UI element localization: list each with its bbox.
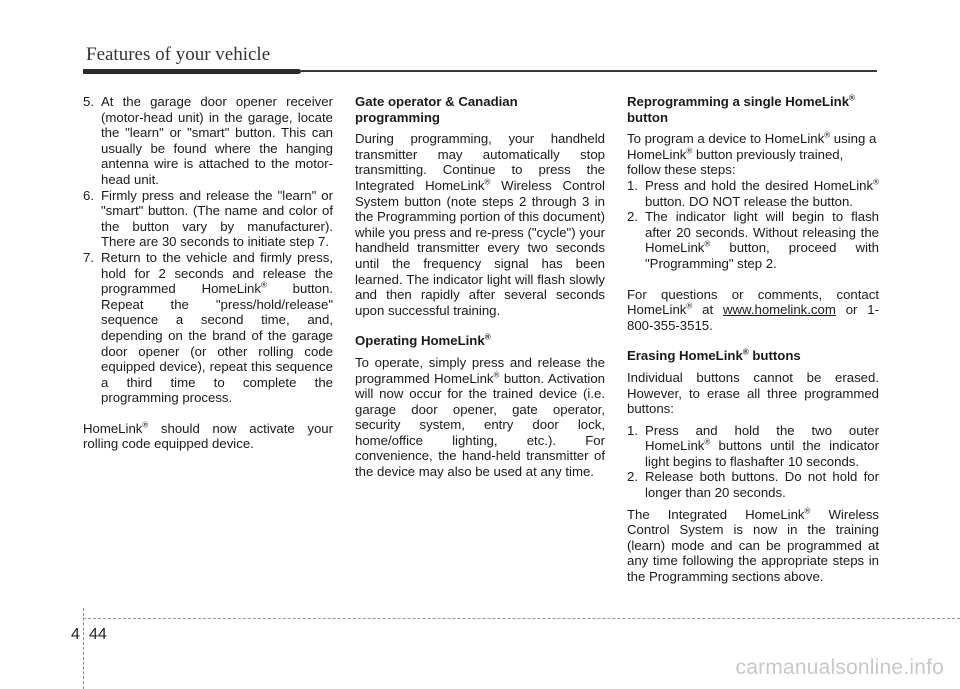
step-number: 5. [83,94,94,109]
step-6 [83,188,333,250]
erase-step-1 [627,423,879,470]
gate-operator-heading: Gate operator & Canadian programming [355,94,518,125]
step-number: 6. [83,187,94,203]
step-text: Press and hold the two outer HomeLink® buttons until the indicator light begins to flashafter 10 seconds. [645,422,879,469]
step-number: 2. [627,209,638,225]
step-text: The indicator light will begin to flash after 20 seconds. Without releasing the HomeLink® button, proceed with "Programming" step 2. [645,209,879,271]
section-number: 4 [71,626,80,643]
step-number: 1. [627,177,638,193]
footer-divider-horizontal [83,618,960,619]
column-1 [83,94,333,452]
erase-step-2 [627,469,879,500]
page-header-title: Features of your vehicle [86,44,271,65]
reprog-step-2 [627,209,879,271]
column-2 [355,94,605,480]
operating-heading: Operating HomeLink® [355,332,491,349]
step-5 [83,94,333,188]
reprogramming-intro: To program a device to HomeLink® using a HomeLink® button previously trained, follow these steps: [627,130,877,178]
header-rule-thick [83,69,301,74]
step-7 [83,250,333,406]
contact-paragraph: For questions or comments, contact HomeLink® at www.homelink.com or 1-800-355-3515. [627,286,879,333]
header-rule-thin [301,70,877,72]
gate-operator-paragraph: During programming, your handheld transmitter may automatically stop transmitting. Continue to press the Integrated HomeLink® Wireless Control System button (note steps 2 through 3 in the Programming portion of this document) while you press and re-press ("cycle") your handheld transmitter every two seconds until the frequency signal has been learned. The indicator light will flash slowly and then rapidly after several seconds upon successful training. [355,131,605,318]
activation-paragraph: HomeLink® should now activate your rolling code equipped device. [83,420,333,452]
training-mode-paragraph: The Integrated HomeLink® Wireless Control System is now in the training (learn) mode and can be programmed at any time following the appropriate steps in the Programming sections above. [627,506,880,585]
homelink-website-link[interactable]: www.homelink.com [722,302,836,318]
step-text: Firmly press and release the "learn" or "smart" button. (The name and color of the button vary by manufacturer). There are 30 seconds to initiate step 7. [101,187,333,250]
watermark: carmanualsonline.info [735,656,944,679]
page-number: 44 [89,626,107,643]
operating-paragraph: To operate, simply press and release the programmed HomeLink® button. Activation will now occur for the trained device (i.e. garage door opener, gate operator, security system, entry door lock, home/office lighting, etc.). For convenience, the hand-held transmitter of the device may also be used at any time. [355,354,605,480]
column-3 [627,94,879,585]
footer-divider-vertical [83,608,84,689]
step-text: Release both buttons. Do not hold for longer than 20 seconds. [645,469,879,501]
step-text: Return to the vehicle and firmly press, hold for 2 seconds and release the programmed HomeLink® button. Repeat the "press/hold/release" sequence a second time, and, depending on the brand of the garage door opener (or other rolling code equipped device), repeat this sequence a third time to complete the programming process. [101,249,334,406]
step-number: 2. [627,469,638,485]
step-number: 1. [627,422,638,438]
step-text: Press and hold the desired HomeLink® button. DO NOT release the button. [645,177,879,209]
erasing-heading: Erasing HomeLink® buttons [627,347,801,364]
reprogramming-heading: Reprogramming a single HomeLink® button [627,93,855,125]
step-text: At the garage door opener receiver (motor-head unit) in the garage, locate the "learn" or "smart" button. This can usually be found where the hanging antenna wire is attached to the motor-head unit. [101,94,333,187]
erasing-intro: Individual buttons cannot be erased. However, to erase all three programmed buttons: [627,369,879,417]
step-number: 7. [83,249,94,265]
reprog-step-1 [627,178,879,209]
